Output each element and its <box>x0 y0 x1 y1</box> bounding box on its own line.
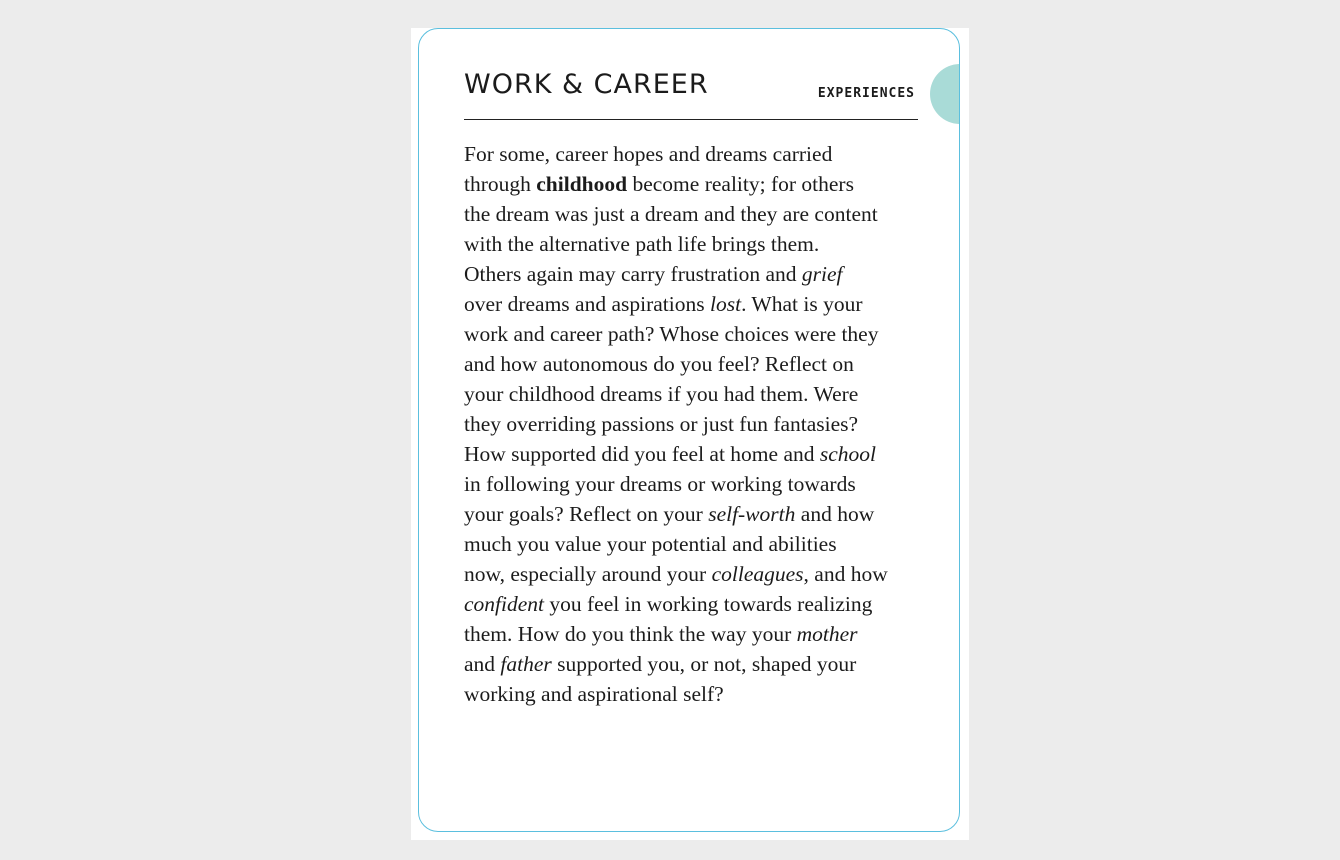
body-line: For some, career hopes and dreams carried <box>464 142 833 166</box>
category-label: EXPERIENCES <box>817 86 915 101</box>
body-line: confident you feel in working towards realizing <box>464 592 873 616</box>
body-line: through childhood become reality; for others <box>464 172 854 196</box>
body-line: in following your dreams or working towards <box>464 472 856 496</box>
italic-keyword: school <box>819 442 877 466</box>
card-title: WORK & CAREER <box>464 69 709 100</box>
italic-keyword: grief <box>801 262 843 286</box>
body-line: and how autonomous do you feel? Reflect on <box>464 352 854 376</box>
body-line: they overriding passions or just fun fantasies? <box>464 412 859 436</box>
body-line: working and aspirational self? <box>464 682 724 706</box>
body-line: work and career path? Whose choices were they <box>464 322 879 346</box>
body-line: How supported did you feel at home and school <box>464 442 877 466</box>
body-line: over dreams and aspirations lost. What is your <box>464 292 863 316</box>
italic-keyword: colleagues <box>711 562 804 586</box>
italic-keyword: self-worth <box>708 502 796 526</box>
body-line: the dream was just a dream and they are content <box>464 202 878 226</box>
category-tab-marker <box>930 64 960 124</box>
italic-keyword: lost <box>709 292 742 316</box>
italic-keyword: mother <box>796 622 858 646</box>
body-line: much you value your potential and abilities <box>464 532 837 556</box>
body-line: with the alternative path life brings them. <box>464 232 820 256</box>
italic-keyword: father <box>500 652 552 676</box>
body-line: Others again may carry frustration and grief <box>464 262 843 286</box>
page-sheet <box>411 28 969 840</box>
bold-keyword: childhood <box>536 172 628 196</box>
body-line: now, especially around your colleagues, and how <box>464 562 888 586</box>
body-line: your goals? Reflect on your self-worth and how <box>464 502 875 526</box>
italic-keyword: confident <box>464 592 545 616</box>
title-divider <box>464 119 918 120</box>
prompt-card <box>418 28 960 832</box>
body-line: your childhood dreams if you had them. Were <box>464 382 859 406</box>
card-body-text <box>464 139 914 709</box>
body-line: them. How do you think the way your mother <box>464 622 858 646</box>
body-line: and father supported you, or not, shaped your <box>464 652 857 676</box>
